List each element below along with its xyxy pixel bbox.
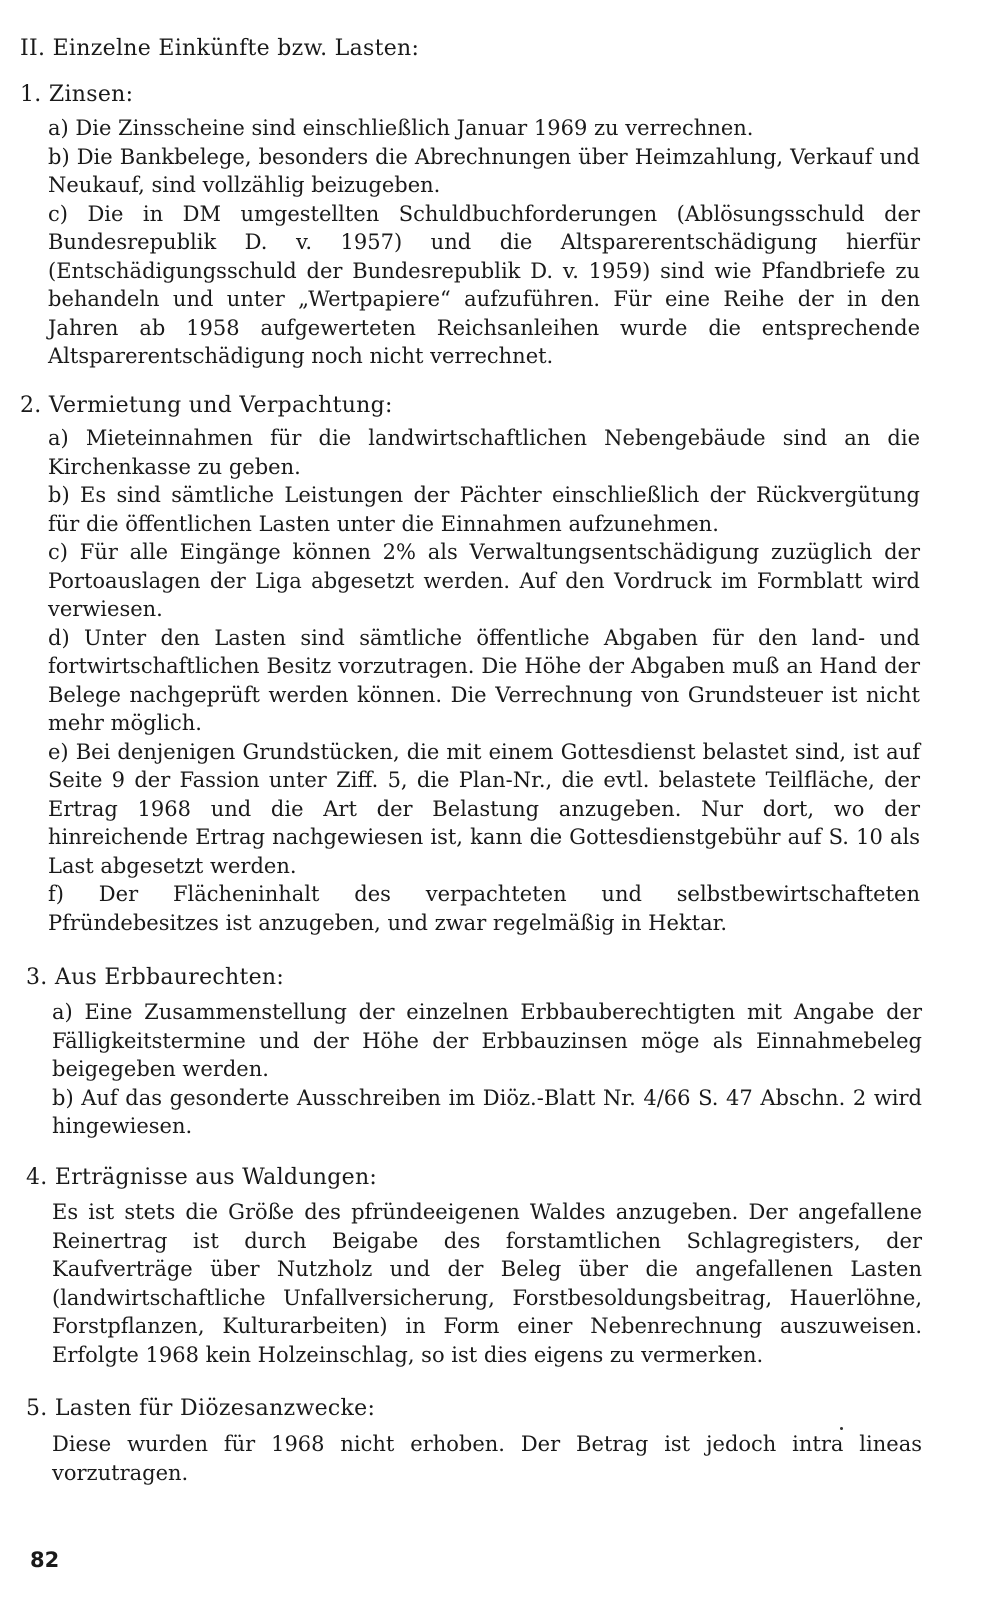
section-title-zinsen: 1. Zinsen: [20,82,134,107]
section-body-vermietung [48,424,920,937]
list-item: d) Unter den Lasten sind sämtliche öffentliche Abgaben für den land- und fortwirtschaftlichen Besitz vorzutragen. Die Höhe der Abgaben muß an Hand der Belege nachgeprüft werden können. Die Verrechnung von Grundsteuer ist nicht mehr möglich. [48,625,920,735]
list-item: a) Mieteinnahmen für die landwirtschaftlichen Nebengebäude sind an die Kirchenkasse zu geben. [48,426,920,479]
list-item: a) Die Zinsscheine sind einschließlich Januar 1969 zu verrechnen. [48,116,754,140]
section-body-erbbaurechte [52,998,922,1141]
list-item: f) Der Flächeninhalt des verpachteten und selbstbewirtschafteten Pfründebesitzes ist anzugeben, und zwar regelmäßig in Hektar. [48,882,920,935]
section-title-vermietung: 2. Vermietung und Verpachtung: [20,393,393,418]
list-item: c) Für alle Eingänge können 2% als Verwaltungsentschädigung zuzüglich der Portoauslagen der Liga abgesetzt werden. Auf den Vordruck im Formblatt wird verwiesen. [48,540,920,621]
page-number: 82 [30,1548,60,1572]
section-body-waldungen [52,1198,922,1369]
paragraph: Es ist stets die Größe des pfründeeigenen Waldes anzugeben. Der angefallene Reinertrag ist durch Beigabe des forstamtlichen Schlagregisters, der Kaufverträge über Nutzholz und der Beleg über die angefallenen Lasten (landwirtschaftliche Unfallversicherung, Forstbesoldungsbeitrag, Hauerlöhne, Forstpflanzen, Kulturarbeiten) in Form einer Nebenrechnung auszuweisen. Erfolgte 1968 kein Holzeinschlag, so ist dies eigens zu vermerken. [52,1200,922,1367]
list-item: e) Bei denjenigen Grundstücken, die mit einem Gottesdienst belastet sind, ist auf Seite 9 der Fassion unter Ziff. 5, die Plan-Nr., die evtl. belastete Teilfläche, der Ertrag 1968 und die Art der Belastung anzugeben. Nur dort, wo der hinreichende Ertrag nachgewiesen ist, kann die Gottesdienstgebühr auf S. 10 als Last abgesetzt werden. [48,739,920,878]
paragraph: Diese wurden für 1968 nicht erhoben. Der Betrag ist jedoch intra lineas vorzutragen. [52,1432,922,1485]
scan-speck [840,1427,843,1430]
section-heading: II. Einzelne Einkünfte bzw. Lasten: [20,36,420,61]
list-item: b) Es sind sämtliche Leistungen der Pächter einschließlich der Rückvergütung für die öffentlichen Lasten unter die Einnahmen aufzunehmen. [48,483,920,536]
section-title-waldungen: 4. Erträgnisse aus Waldungen: [26,1165,378,1190]
section-body-dioezesanzwecke [52,1430,922,1487]
section-title-dioezesanzwecke: 5. Lasten für Diözesanzwecke: [26,1396,376,1421]
list-item: b) Auf das gesonderte Ausschreiben im Diöz.-Blatt Nr. 4/66 S. 47 Abschn. 2 wird hingewiesen. [52,1085,922,1138]
list-item: b) Die Bankbelege, besonders die Abrechnungen über Heimzahlung, Verkauf und Neukauf, sind vollzählig beizugeben. [48,144,920,197]
list-item: c) Die in DM umgestellten Schuldbuchforderungen (Ablösungsschuld der Bundesrepublik D. v. 1957) und die Altsparerentschädigung hierfür (Entschädigungsschuld der Bundesrepublik D. v. 1959) sind wie Pfandbriefe zu behandeln und unter „Wertpapiere“ aufzuführen. Für eine Reihe der in den Jahren ab 1958 aufgewerteten Reichsanleihen wurde die entsprechende Altsparerentschädigung noch nicht verrechnet. [48,201,920,368]
section-title-erbbaurechte: 3. Aus Erbbaurechten: [26,965,285,990]
section-body-zinsen [48,114,920,371]
list-item: a) Eine Zusammenstellung der einzelnen Erbbauberechtigten mit Angabe der Fälligkeitstermine und der Höhe der Erbbauzinsen möge als Einnahmebeleg beigegeben werden. [52,1000,922,1081]
